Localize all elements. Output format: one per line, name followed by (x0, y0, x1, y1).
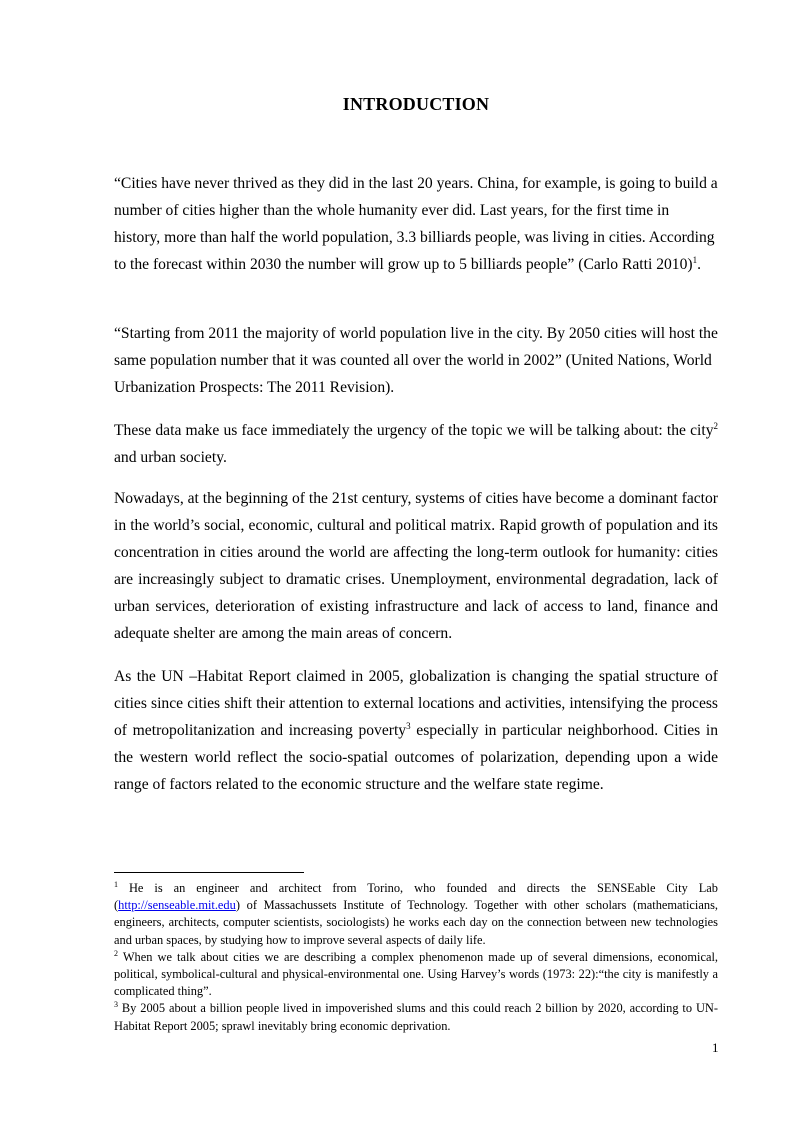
page-title: INTRODUCTION (342, 94, 490, 114)
paragraph-un-quote: “Starting from 2011 the majority of world population live in the city. By 2050 cities will host the same population number that it was counted all over the world in 2002” (United Nations, World Urbanization Prospects: The 2011 Revision). (114, 325, 718, 396)
paragraph-21st-century: Nowadays, at the beginning of the 21st century, systems of cities have become a dominant factor in the world’s social, economic, cultural and political matrix. Rapid growth of population and its concentration in cities around the world are affecting the long-term outlook for humanity: cities are increasingly subject to dramatic crises. Unemployment, environmental degradation, lack of urban services, deterioration of existing infrastructure and lack of access to land, finance and adequate shelter are among the main areas of concern. (114, 490, 718, 642)
footnote-text: When we talk about cities we are describing a complex phenomenon made up of several dimensions, economical, political, symbolical-cultural and physical-environmental one. Using Harvey’s words (1973: 22):“the city is manifestly a complicated thing”. (114, 949, 718, 999)
footnote-number: 1 (114, 879, 118, 889)
senseable-link[interactable]: http://senseable.mit.edu (118, 898, 236, 913)
footnote-text: ) of Massachussets Institute of Technology. Together with other scholars (mathematicians, engineers, architects, computer scientists, sociologists) he works each day on the connection between new technologies and urban spaces, by studying how to improve several aspects of daily life. (114, 898, 718, 947)
page-number: 1 (712, 1040, 719, 1055)
footnote-3 (114, 1000, 718, 1034)
footnotes (114, 880, 718, 1035)
paragraph-text: As the UN –Habitat Report claimed in 2005, globalization is changing the spatial structure of cities since cities shift their attention to external locations and activities, intensifying the process of metropolitanization and increasing poverty (114, 668, 718, 739)
paragraph-text: especially in particular neighborhood. Cities in the western world reflect the socio-spatial outcomes of polarization, depending upon a wide range of factors related to the economic structure and the welfare state regime. (114, 722, 719, 793)
paragraph-text: “Cities have never thrived as they did in the last 20 years. China, for example, is going to build a number of cities higher than the whole humanity ever did. Last years, for the first time in history, more than half the world population, 3.3 billiards people, was living in cities. According to the forecast within 2030 the number will grow up to 5 billiards people” (Carlo Ratti 2010) (114, 175, 718, 273)
footnote-number: 2 (114, 948, 118, 958)
footnote-text: By 2005 about a billion people lived in impoverished slums and this could reach 2 billion by 2020, according to UN-Habitat Report 2005; sprawl inevitably bring economic deprivation. (114, 1001, 718, 1033)
footnote-ref-2[interactable]: 2 (713, 420, 718, 431)
footnote-ref-1[interactable]: 1 (692, 254, 698, 265)
footnote-2 (114, 949, 718, 1001)
paragraph-un-habitat (114, 663, 718, 798)
footnote-number: 3 (114, 1000, 118, 1010)
footnote-text: He is an engineer and architect from Torino, who founded and directs the SENSEable City Lab ( (114, 881, 718, 913)
footnote-1 (114, 880, 718, 949)
footnote-divider (114, 872, 304, 873)
paragraph-text: These data make us face immediately the urgency of the topic we will be talking about: the city (114, 422, 714, 439)
paragraph-end: . (697, 256, 701, 273)
footnote-ref-3[interactable]: 3 (406, 720, 411, 731)
paragraph-text: and urban society. (114, 449, 227, 466)
paragraph-urgency (114, 417, 718, 471)
paragraph-ratti-quote (114, 170, 718, 278)
